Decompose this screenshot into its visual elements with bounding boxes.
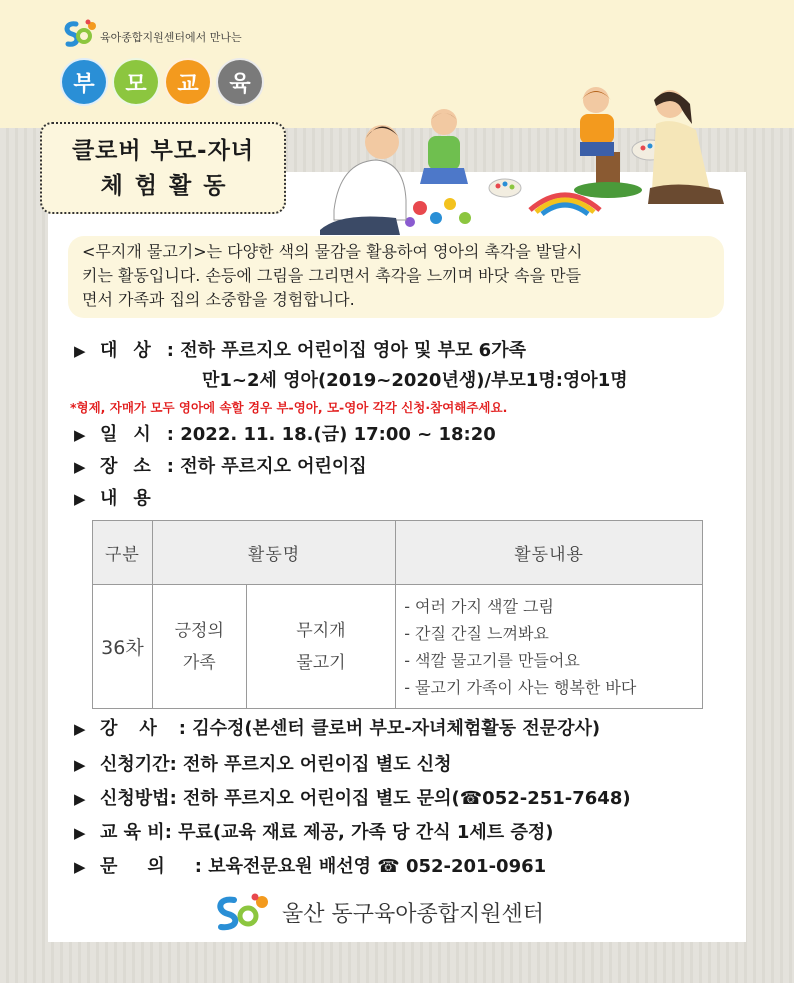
- info-key: 신청기간: [100, 754, 170, 775]
- info-value: : 김수정(본센터 클로버 부모-자녀체험활동 전문강사): [178, 718, 601, 739]
- content-item: - 물고기 가족이 사는 행복한 바다: [404, 677, 637, 697]
- bullet-arrow-icon: ▶: [74, 858, 86, 876]
- info-key: 장소: [100, 456, 167, 477]
- activity-name-cell: [246, 585, 396, 709]
- info-key: 내용: [100, 488, 167, 509]
- info-key: 신청방법: [100, 788, 170, 809]
- table-header-cell: 구분: [93, 521, 153, 585]
- event-title-line2: 체험활동: [100, 173, 238, 199]
- family-painting-illustration: [300, 80, 740, 240]
- table-header-cell: 활동명: [152, 521, 395, 585]
- activity-content-cell: [396, 585, 703, 709]
- table-header-row: [93, 521, 703, 585]
- bullet-arrow-icon: ▶: [74, 342, 86, 360]
- info-inquiry: [74, 852, 546, 878]
- intro-line: <무지개 물고기>는 다양한 색의 물감을 활용하여 영아의 촉각을 발달시: [82, 242, 583, 261]
- info-value: : 전하 푸르지오 어린이집 별도 문의(☎052-251-7648): [169, 788, 631, 809]
- info-target: [74, 336, 526, 362]
- bullet-arrow-icon: ▶: [74, 790, 86, 808]
- info-value: : 무료(교육 재료 제공, 가족 당 간식 1세트 증정): [164, 822, 554, 843]
- table-row: [93, 585, 703, 709]
- info-date: [74, 420, 496, 446]
- info-period: [74, 750, 452, 776]
- center-logo-icon: [62, 18, 98, 48]
- info-instructor: [74, 714, 600, 740]
- program-title-circles: [60, 58, 268, 106]
- theme-cell: [152, 585, 246, 709]
- info-key: 강사: [100, 718, 179, 739]
- event-title-box: [40, 122, 286, 214]
- info-key: 대상: [100, 340, 167, 361]
- info-key: 교 육 비: [100, 822, 165, 843]
- footer-org: [212, 892, 544, 932]
- activity-table: [92, 520, 703, 709]
- footer-org-name: 울산 동구육아종합지원센터: [282, 901, 545, 927]
- program-char-4: 육: [216, 58, 264, 106]
- bullet-arrow-icon: ▶: [74, 720, 86, 738]
- theme-line: 긍정의: [174, 620, 224, 641]
- info-fee: [74, 818, 553, 844]
- activity-line: 물고기: [296, 652, 346, 673]
- event-title-line1: 클로버 부모-자녀: [71, 138, 255, 164]
- bullet-arrow-icon: ▶: [74, 426, 86, 444]
- intro-line: 키는 활동입니다. 손등에 그림을 그리면서 촉각을 느끼며 바닷 속을 만들: [82, 266, 582, 285]
- warning-note: *형제, 자매가 모두 영아에 속할 경우 부-영아, 모-영아 각각 신청·참여해주세요.: [70, 400, 508, 415]
- content-item: - 색깔 물고기를 만들어요: [404, 650, 580, 670]
- info-key: 문의: [100, 856, 195, 877]
- info-place: [74, 452, 367, 478]
- bullet-arrow-icon: ▶: [74, 458, 86, 476]
- info-value: : 전하 푸르지오 어린이집 영아 및 부모 6가족: [166, 340, 526, 361]
- info-value: : 2022. 11. 18.(금) 17:00 ~ 18:20: [166, 424, 496, 445]
- center-logo-icon: [212, 892, 272, 932]
- program-char-2: 모: [112, 58, 160, 106]
- bullet-arrow-icon: ▶: [74, 824, 86, 842]
- program-char-1: 부: [60, 58, 108, 106]
- table-header-cell: 활동내용: [396, 521, 703, 585]
- info-method: [74, 784, 631, 810]
- content-item: - 간질 간질 느껴봐요: [404, 623, 549, 643]
- bullet-arrow-icon: ▶: [74, 490, 86, 508]
- info-key: 일시: [100, 424, 167, 445]
- info-value: : 전하 푸르지오 어린이집 별도 신청: [169, 754, 452, 775]
- bullet-arrow-icon: ▶: [74, 756, 86, 774]
- intro-line: 면서 가족과 집의 소중함을 경험합니다.: [82, 290, 355, 309]
- brand-header: [62, 18, 242, 48]
- brand-subtitle: 육아종합지원센터에서 만나는: [100, 31, 242, 44]
- info-target-sub: 만1~2세 영아(2019~2020년생)/부모1명:영아1명: [202, 370, 628, 391]
- info-content: [74, 484, 167, 510]
- intro-description: [68, 236, 724, 318]
- content-item: - 여러 가지 색깔 그림: [404, 596, 554, 616]
- info-value: : 전하 푸르지오 어린이집: [166, 456, 367, 477]
- info-value: : 보육전문요원 배선영 ☎ 052-201-0961: [194, 856, 547, 877]
- theme-line: 가족: [182, 652, 216, 673]
- session-cell: 36차: [93, 585, 153, 709]
- program-char-3: 교: [164, 58, 212, 106]
- activity-line: 무지개: [296, 620, 346, 641]
